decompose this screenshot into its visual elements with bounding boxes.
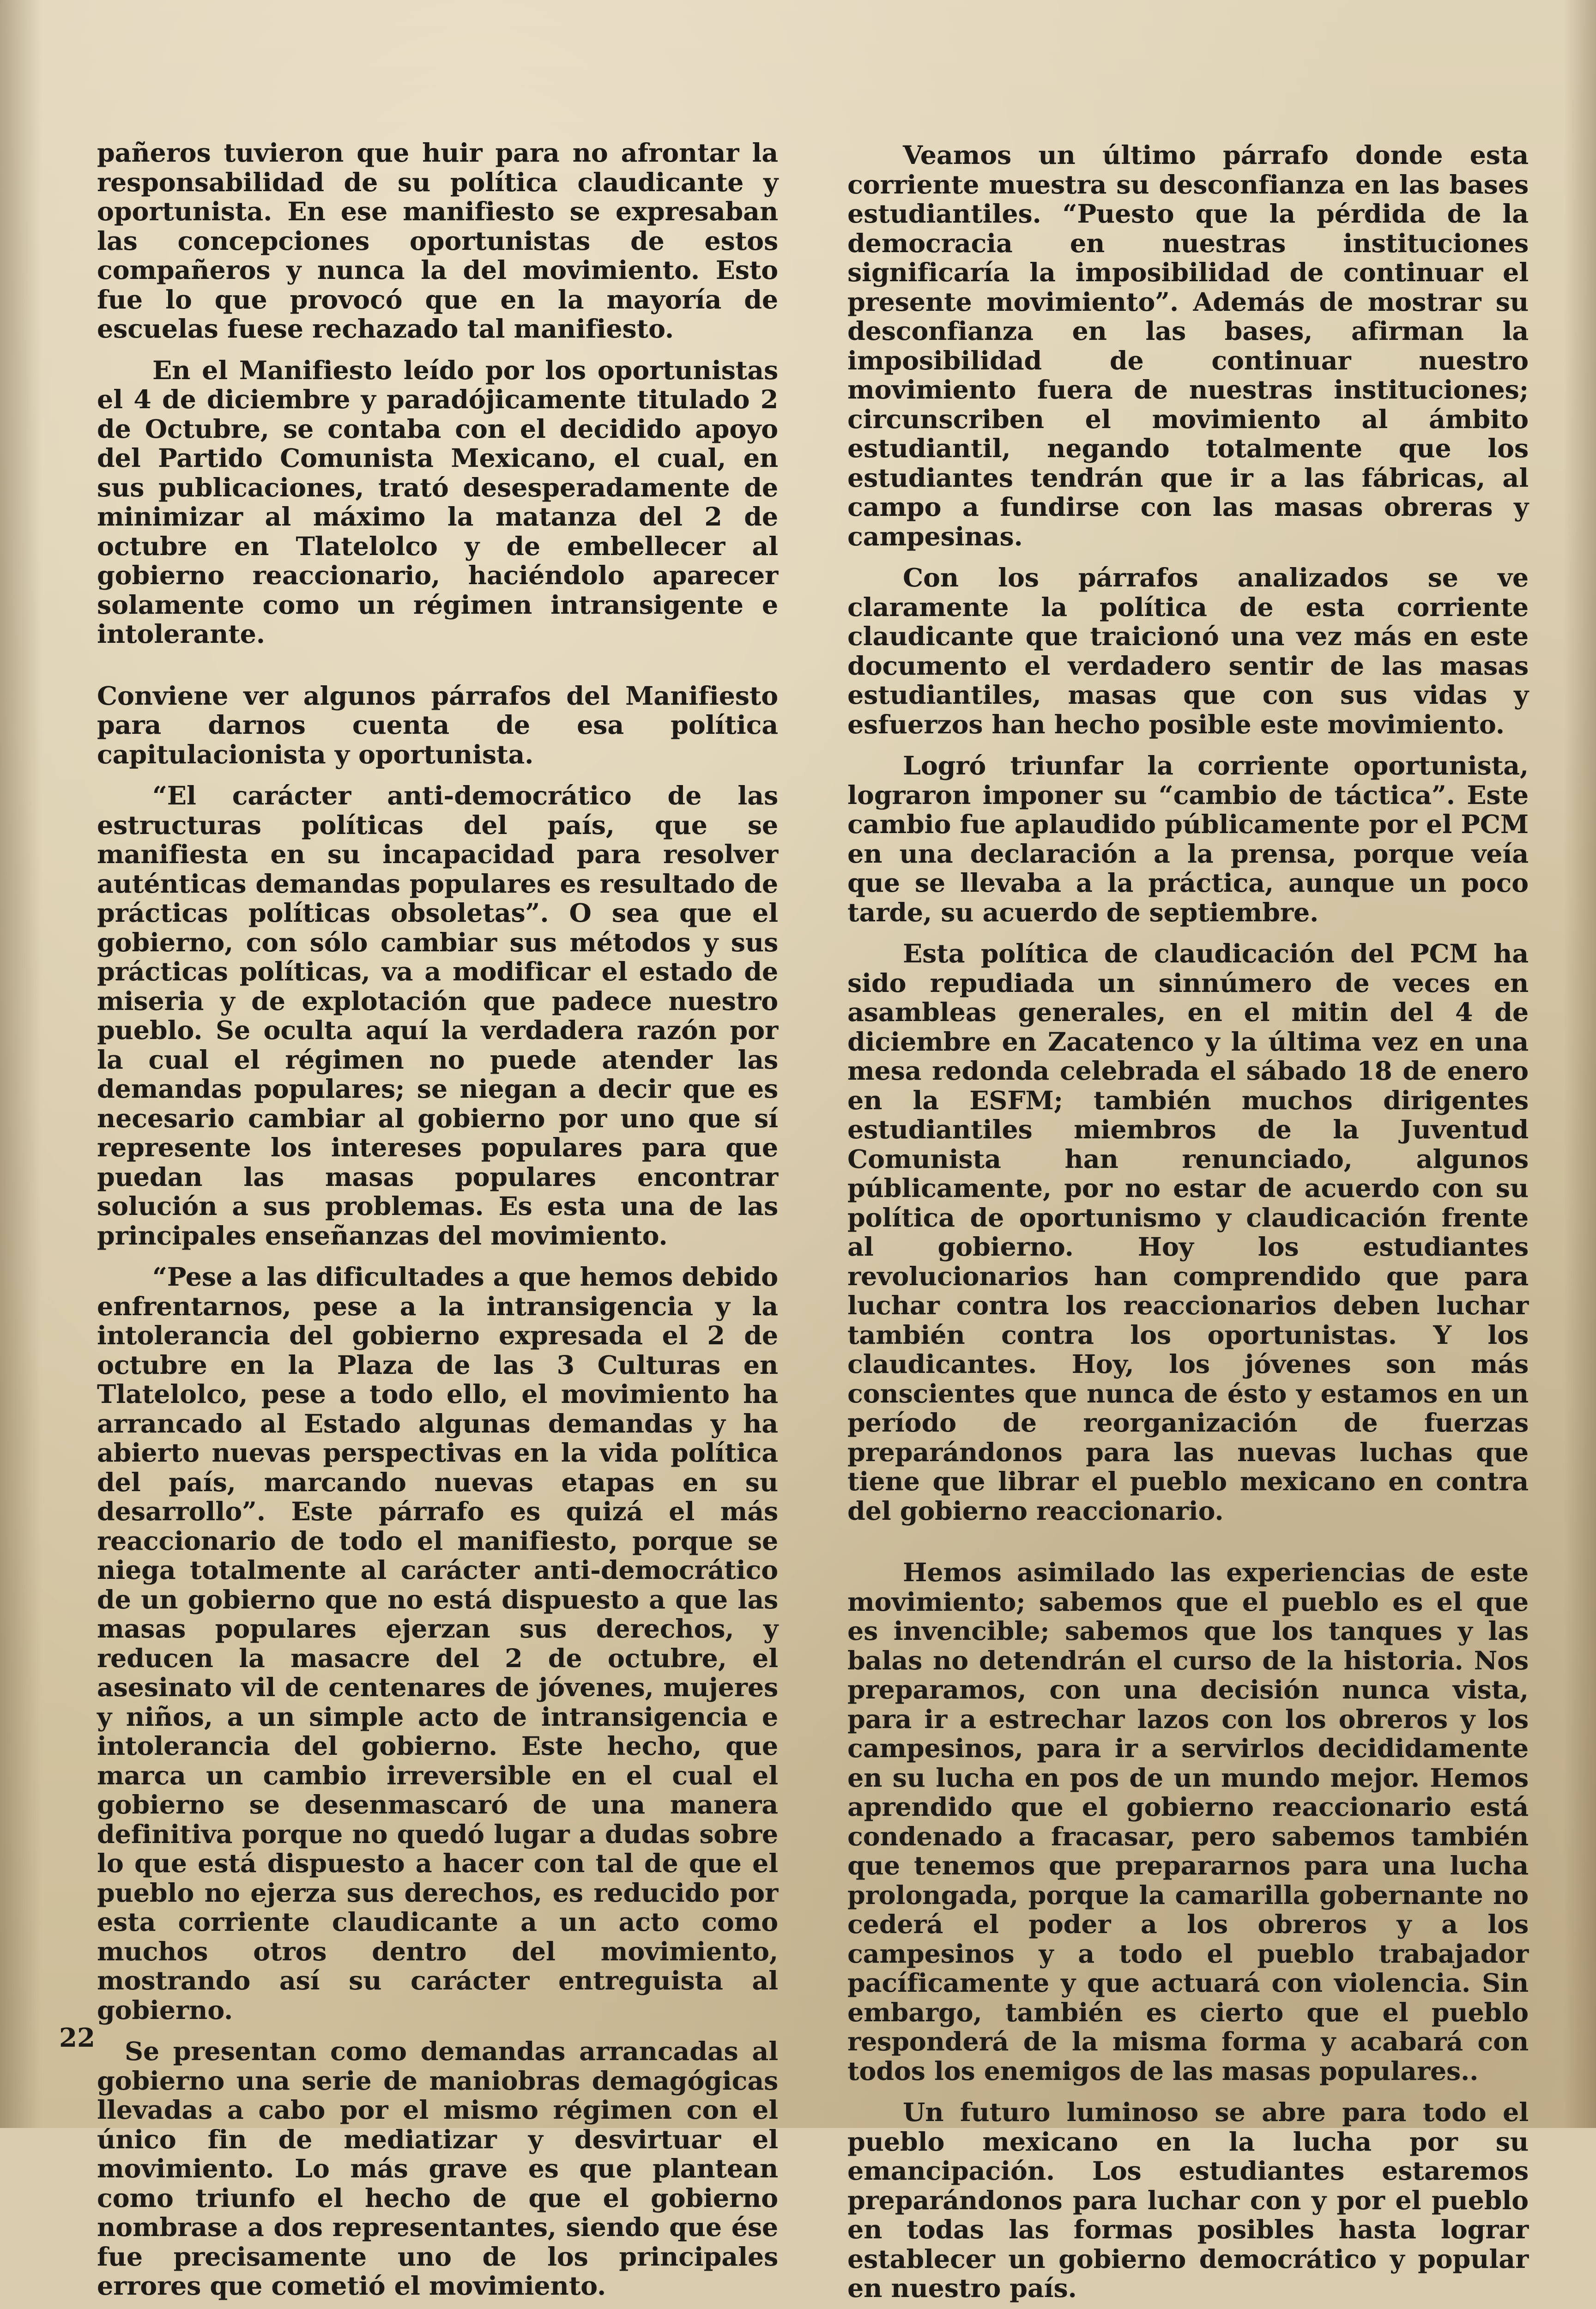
paragraph: En el Manifiesto leído por los oportunistas el 4 de diciembre y paradójicamente titulado 2 de Octubre, se contaba con el decidido apoyo del Partido Comunista Mexicano, el cual, en sus publicaciones, trató desesperadamente de minimizar al máximo la matanza del 2 de octubre en Tlatelolco y de embellecer al gobierno reaccionario, haciéndolo aparecer solamente como un régimen intransigente e intolerante. — [97, 355, 778, 649]
paragraph: Se presentan como demandas arrancadas al gobierno una serie de maniobras demagógicas llevadas a cabo por el mismo régimen con el único fin de mediatizar y desvirtuar el movimiento. Lo más grave es que plantean como triunfo el hecho de que el gobierno nombrase a dos representantes, siendo que ése fue precisamente uno de los principales errores que cometió el movimiento. — [97, 2037, 778, 2301]
paragraph: Un futuro luminoso se abre para todo el pueblo mexicano en la lucha por su emancipación. Los estudiantes estaremos preparándonos para luchar con y por el pueblo en todas las formas posibles hasta lograr establecer un gobierno democrático y popular en nuestro país. — [847, 2097, 1529, 2303]
right-column — [847, 141, 1529, 2309]
paragraph: Veamos un último párrafo donde esta corriente muestra su desconfianza en las bases estudiantiles. “Puesto que la pérdida de la democracia en nuestras instituciones significaría la imposibilidad de continuar el presente movimiento”. Además de mostrar su desconfianza en las bases, afirman la imposibilidad de continuar nuestro movimiento fuera de nuestras instituciones; circunscriben el movimiento al ámbito estudiantil, negando totalmente que los estudiantes tendrán que ir a las fábricas, al campo a fundirse con las masas obreras y campesinas. — [847, 140, 1529, 552]
page-number: 22 — [59, 2023, 95, 2053]
paragraph: Hemos asimilado las experiencias de este movimiento; sabemos que el pueblo es el que es invencible; sabemos que los tanques y las balas no detendrán el curso de la historia. Nos preparamos, con una decisión nunca vista, para ir a estrechar lazos con los obreros y los campesinos, para ir a servirlos decididamente en su lucha en pos de un mundo mejor. Hemos aprendido que el gobierno reaccionario está condenado a fracasar, pero sabemos también que tenemos que prepararnos para una lucha prolongada, porque la camarilla gobernante no cederá el poder a los obreros y a los campesinos y a todo el pueblo trabajador pacíficamente y que actuará con violencia. Sin embargo, también es cierto que el pueblo responderá de la misma forma y acabará con todos los enemigos de las masas populares.. — [847, 1558, 1529, 2086]
paragraph: Conviene ver algunos párrafos del Manifiesto para darnos cuenta de esa política capitulacionista y oportunista. — [97, 681, 778, 770]
paragraph: “Pese a las dificultades a que hemos debido enfrentarnos, pese a la intransigencia y la intolerancia del gobierno expresada el 2 de octubre en la Plaza de las 3 Culturas en Tlatelolco, pese a todo ello, el movimiento ha arrancado al Estado algunas demandas y ha abierto nuevas perspectivas en la vida política del país, marcando nuevas etapas en su desarrollo”. Este párrafo es quizá el más reaccionario de todo el manifiesto, porque se niega totalmente al carácter anti-democrático de un gobierno que no está dispuesto a que las masas populares ejerzan sus derechos, y reducen la masacre del 2 de octubre, el asesinato vil de centenares de jóvenes, mujeres y niños, a un simple acto de intransigencia e intolerancia del gobierno. Este hecho, que marca un cambio irreversible en el cual el gobierno se desenmascaró de una manera definitiva porque no quedó lugar a dudas sobre lo que está dispuesto a hacer con tal de que el pueblo no ejerza sus derechos, es reducido por esta corriente claudicante a un acto como muchos otros dentro del movimiento, mostrando así su carácter entreguista al gobierno. — [97, 1262, 778, 2025]
left-column — [97, 139, 778, 2309]
paragraph: “El carácter anti-democrático de las estructuras políticas del país, que se manifiesta en su incapacidad para resolver auténticas demandas populares es resultado de prácticas políticas obsoletas”. O sea que el gobierno, con sólo cambiar sus métodos y sus prácticas políticas, va a modificar el estado de miseria y de explotación que padece nuestro pueblo. Se oculta aquí la verdadera razón por la cual el régimen no puede atender las demandas populares; se niegan a decir que es necesario cambiar al gobierno por uno que sí represente los intereses populares para que puedan las masas populares encontrar solución a sus problemas. Es esta una de las principales enseñanzas del movimiento. — [97, 781, 778, 1251]
paragraph: pañeros tuvieron que huir para no afrontar la responsabilidad de su política claudicante y oportunista. En ese manifiesto se expresaban las concepciones oportunistas de estos compañeros y nunca la del movimiento. Esto fue lo que provocó que en la mayoría de escuelas fuese rechazado tal manifiesto. — [97, 138, 778, 344]
paragraph: Con los párrafos analizados se ve claramente la política de esta corriente claudicante que traicionó una vez más en este documento el verdadero sentir de las masas estudiantiles, masas que con sus vidas y esfuerzos han hecho posible este movimiento. — [847, 563, 1529, 740]
paragraph: Esta política de claudicación del PCM ha sido repudiada un sinnúmero de veces en asambleas generales, en el mitin del 4 de diciembre en Zacatenco y la última vez en una mesa redonda celebrada el sábado 18 de enero en la ESFM; también muchos dirigentes estudiantiles miembros de la Juventud Comunista han renunciado, algunos públicamente, por no estar de acuerdo con su política de oportunismo y claudicación frente al gobierno. Hoy los estudiantes revolucionarios han comprendido que para luchar contra los reaccionarios deben luchar también contra los oportunistas. Y los claudicantes. Hoy, los jóvenes son más conscientes que nunca de ésto y estamos en un período de reorganización de fuerzas preparándonos para las nuevas luchas que tiene que librar el pueblo mexicano en contra del gobierno reaccionario. — [847, 939, 1529, 1526]
paragraph: Logró triunfar la corriente oportunista, lograron imponer su “cambio de táctica”. Este cambio fue aplaudido públicamente por el PCM en una declaración a la prensa, porque veía que se llevaba a la práctica, aunque un poco tarde, su acuerdo de septiembre. — [847, 751, 1529, 928]
